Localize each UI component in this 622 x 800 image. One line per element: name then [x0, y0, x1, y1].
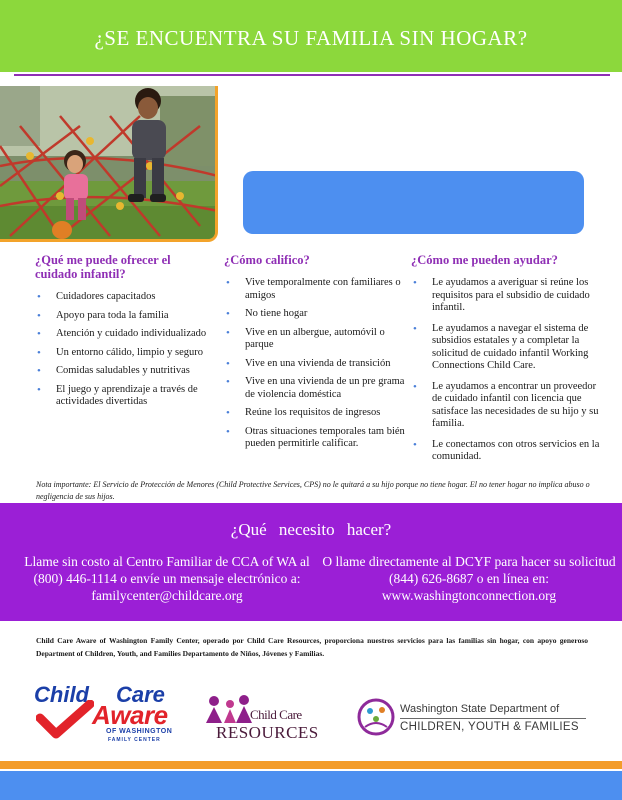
dcyf-emblem-icon [356, 697, 396, 737]
page-title: ¿SE ENCUENTRA SU FAMILIA SIN HOGAR? [94, 26, 528, 50]
list-item: • Vive en un albergue, automóvil o parque [224, 327, 410, 352]
top-banner [0, 0, 622, 72]
list-item: • Comidas saludables y nutritivas [35, 365, 215, 378]
cca-logo-subtitle-2: FAMILY CENTER [108, 737, 161, 743]
list-item: • No tiene hogar [224, 308, 410, 321]
offer-title: ¿Qué me puede ofrecer el cuidado infantil? [35, 253, 171, 281]
list-item: • Atención y cuidado individualizado [35, 328, 215, 341]
photo-illustration [0, 86, 218, 242]
list-item: • Le conectamos con otros servicios en la comunidad. [411, 439, 605, 464]
list-item: • Le ayudamos a navegar el sistema de subsidios estatales y a completar la solicitud de cuidado infantil Working Connections Child Care. [411, 323, 605, 373]
qualify-section [224, 253, 410, 457]
child-care-aware-logo [34, 682, 194, 748]
child-care-resources-logo [202, 695, 332, 743]
action-title: ¿Qué necesito hacer? [230, 520, 392, 539]
dcyf-logo-line2: CHILDREN, YOUTH & FAMILIES [400, 721, 579, 733]
cca-logo-word-aware: Aware [92, 700, 168, 730]
cca-contact-text: Llame sin costo al Centro Familiar de CCA of WA al (800) 446-1114 o envíe un mensaje electrónico a: familycenter@childcare.org [24, 554, 310, 603]
dcyf-logo-divider [400, 718, 586, 719]
important-note: Nota importante: El Servicio de Protección de Menores (Child Protective Services, CPS) no le quitará a su hijo porque no tiene hogar. El no tener hogar no implica abuso o negligencia de sus hijos. [36, 480, 590, 501]
help-title: ¿Cómo me pueden ayudar? [411, 253, 558, 267]
action-panel [0, 503, 622, 621]
cca-logo-subtitle: OF WASHINGTON [106, 728, 173, 735]
offer-section [35, 253, 215, 415]
header-divider [14, 74, 610, 76]
dcyf-contact-text: O llame directamente al DCYF para hacer su solicitud (844) 626-8687 o en línea en: www.washingtonconnection.org [322, 554, 616, 603]
list-item: • Le ayudamos a averiguar si reúne los requisitos para el subsidio de cuidado infantil. [411, 277, 605, 315]
family-figures-icon [204, 695, 254, 725]
qualify-title: ¿Cómo califico? [224, 253, 310, 267]
dcyf-logo-line1: Washington State Department of [400, 703, 560, 715]
list-item: • Apoyo para toda la familia [35, 310, 215, 323]
qualify-list [224, 277, 410, 451]
cca-logo-word-care: Care [116, 682, 165, 707]
help-list [411, 277, 605, 464]
list-item: • Reúne los requisitos de ingresos [224, 407, 410, 420]
list-item: • Un entorno cálido, limpio y seguro [35, 347, 215, 360]
ccr-logo-line2: RESOURCES [216, 723, 319, 742]
ccr-logo-line1: Child Care [250, 707, 302, 722]
list-item: • Vive temporalmente con familiares o amigos [224, 277, 410, 302]
list-item: • Vive en una vivienda de transición [224, 358, 410, 371]
cca-logo-word-child: Child [34, 682, 89, 707]
checkmark-icon [36, 700, 94, 740]
footer-bar-orange [0, 761, 622, 769]
list-item: • El juego y aprendizaje a través de actividades divertidas [35, 384, 215, 409]
list-item: • Le ayudamos a encontrar un proveedor de cuidado infantil con licencia que satisface las necesidades de su hijo y su familia. [411, 381, 605, 431]
blue-callout-box [243, 171, 584, 234]
list-item: • Otras situaciones temporales tam bién pueden permitirle calificar. [224, 426, 410, 451]
list-item: • Cuidadores capacitados [35, 291, 215, 304]
help-section [411, 253, 605, 472]
footer-bar-blue [0, 771, 622, 800]
footer-text: Child Care Aware of Washington Family Center, operado por Child Care Resources, proporciona nuestros servicios para las familias sin hogar, con apoyo generoso Department of Children, Youth, and Families Departamento de Niños, Jóvenes y Familias. [36, 636, 588, 658]
children-playground-photo [0, 86, 218, 242]
offer-list [35, 291, 215, 409]
dcyf-logo [356, 697, 596, 737]
list-item: • Vive en una vivienda de un pre grama de violencia doméstica [224, 376, 410, 401]
